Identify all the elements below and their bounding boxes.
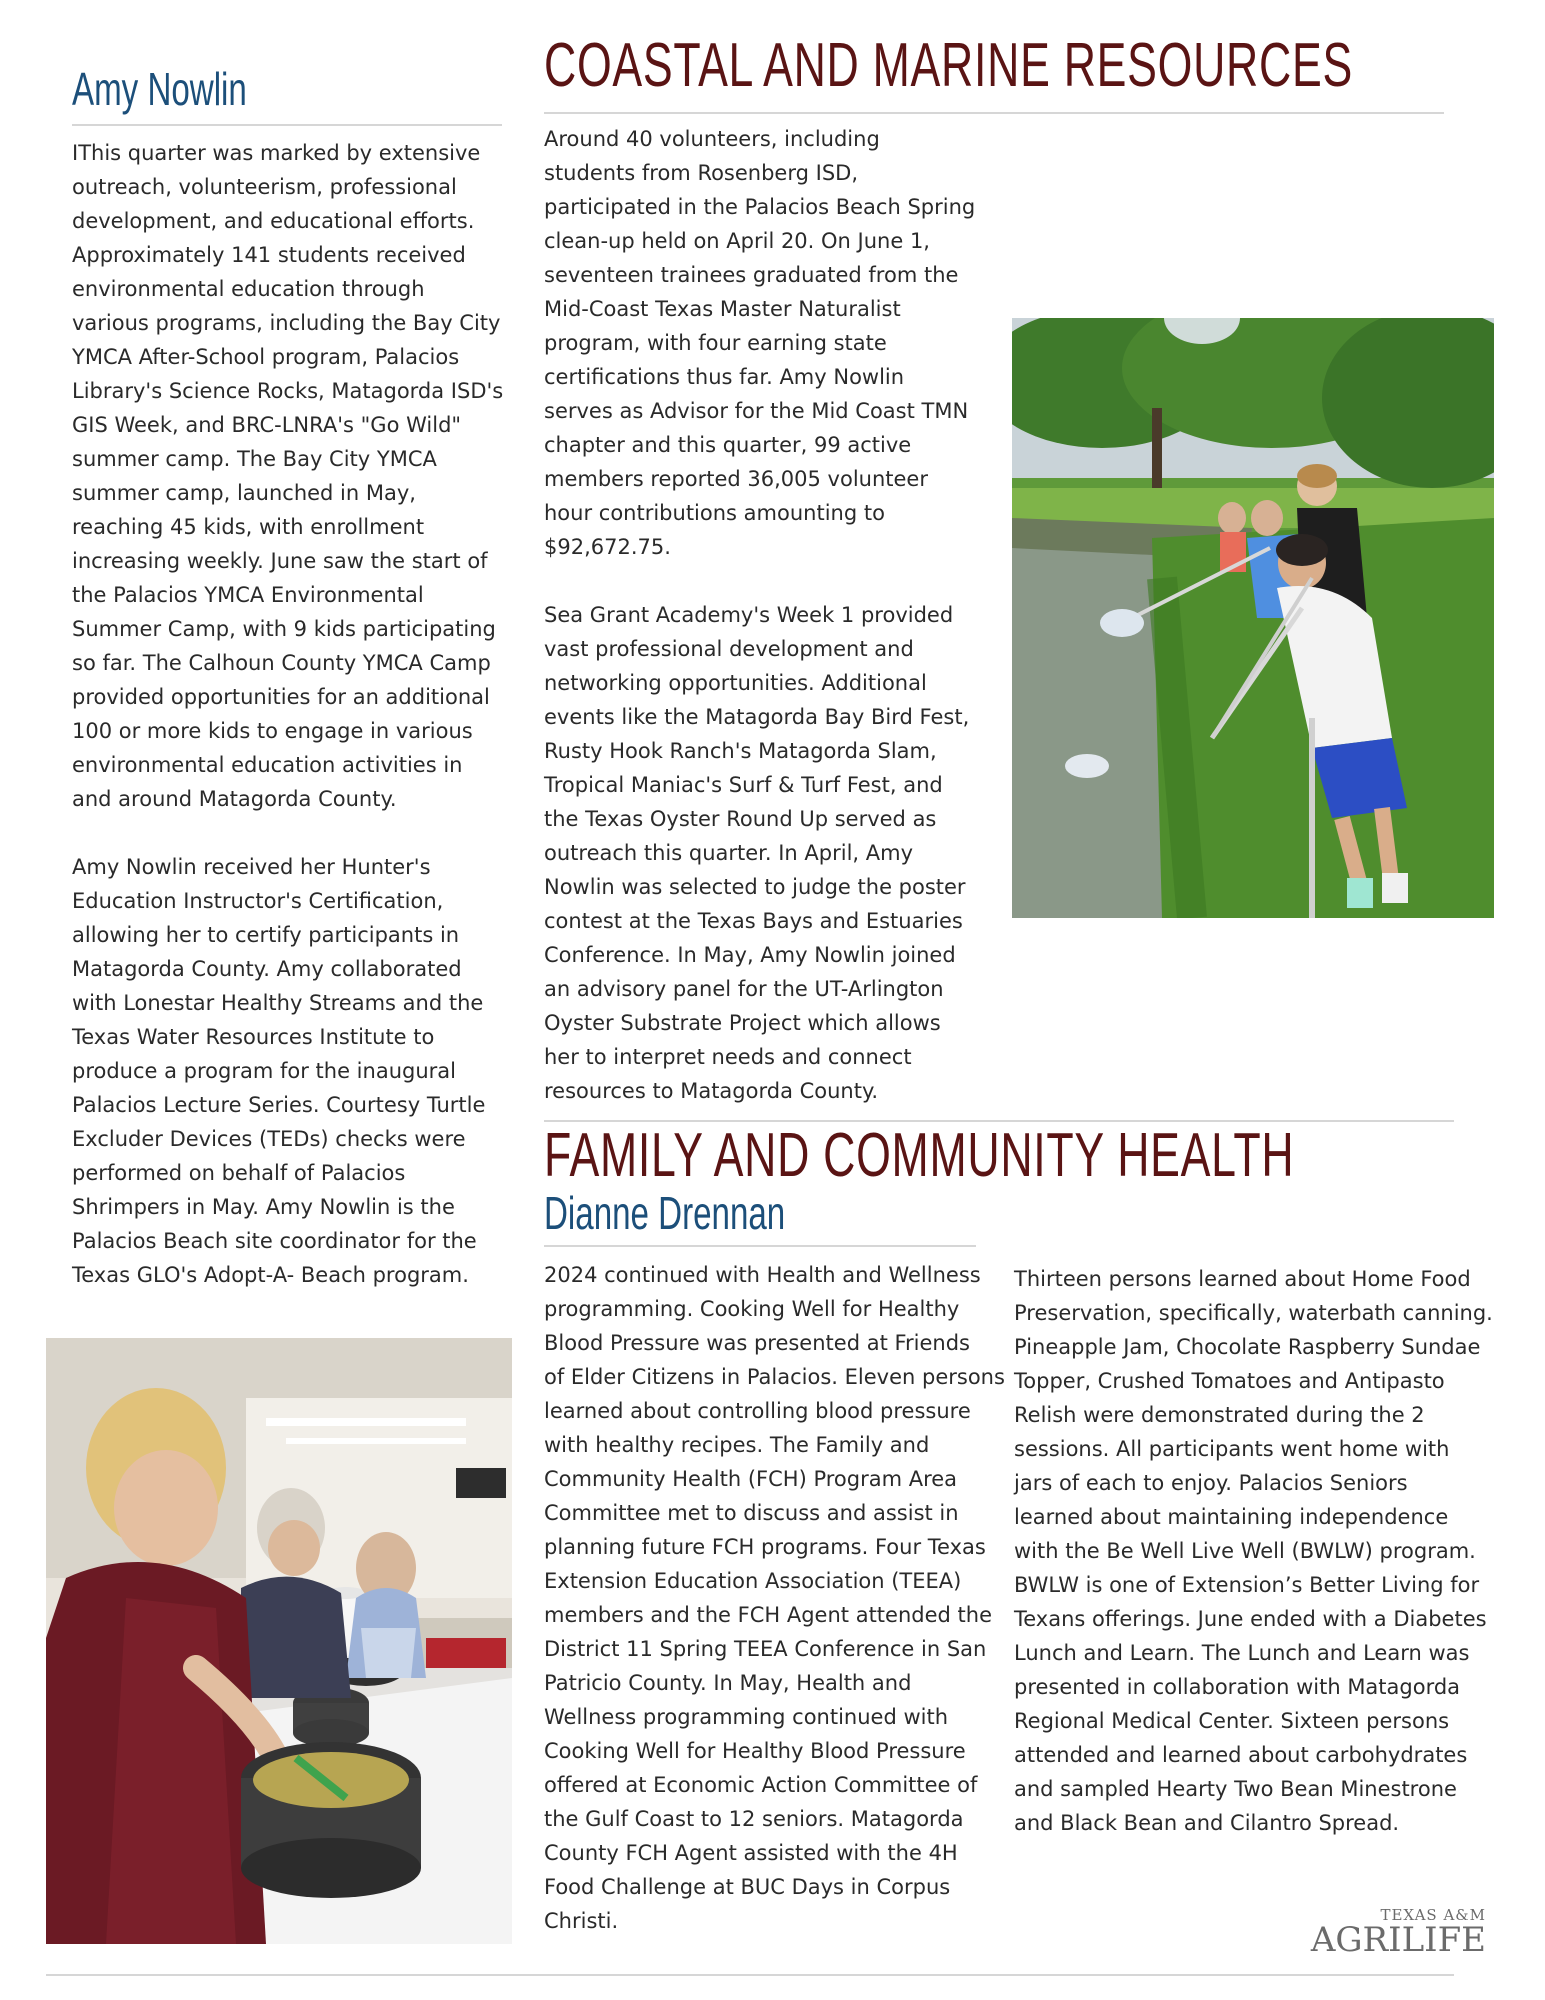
text-line: learned about maintaining independence — [1014, 1505, 1449, 1529]
text-line: participated in the Palacios Beach Spring — [544, 195, 976, 219]
text-line: Matagorda County. Amy collaborated — [72, 957, 462, 981]
text-line: increasing weekly. June saw the start of — [72, 549, 488, 573]
text-line: provided opportunities for an additional — [72, 685, 490, 709]
text-line: contest at the Texas Bays and Estuaries — [544, 909, 963, 933]
text-line: reaching 45 kids, with enrollment — [72, 515, 425, 539]
text-line: Blood Pressure was presented at Friends — [544, 1331, 970, 1355]
text-line: the Gulf Coast to 12 seniors. Matagorda — [544, 1807, 964, 1831]
text-line: Relish were demonstrated during the 2 — [1014, 1403, 1425, 1427]
coastal-paragraph-1 — [544, 122, 975, 564]
text-line: of Elder Citizens in Palacios. Eleven persons — [544, 1365, 1005, 1389]
text-line: YMCA After-School program, Palacios — [72, 345, 460, 369]
text-line: clean-up held on April 20. On June 1, — [544, 229, 930, 253]
text-line: Nowlin was selected to judge the poster — [544, 875, 966, 899]
text-line: chapter and this quarter, 99 active — [544, 433, 912, 457]
text-line: sessions. All participants went home with — [1014, 1437, 1450, 1461]
text-line: offered at Economic Action Committee of — [544, 1773, 978, 1797]
text-line: members and the FCH Agent attended the — [544, 1603, 992, 1627]
text-line: Thirteen persons learned about Home Food — [1014, 1267, 1471, 1291]
text-line: summer camp, launched in May, — [72, 481, 416, 505]
text-line: the Texas Oyster Round Up served as — [544, 807, 937, 831]
left-paragraph-1 — [72, 136, 503, 816]
text-line: GIS Week, and BRC-LNRA's "Go Wild" — [72, 413, 462, 437]
text-line: resources to Matagorda County. — [544, 1079, 879, 1103]
coastal-section-title: COASTAL AND MARINE RESOURCES — [544, 31, 1353, 100]
text-line: Summer Camp, with 9 kids participating — [72, 617, 496, 641]
text-line: jars of each to enjoy. Palacios Seniors — [1014, 1471, 1408, 1495]
text-line: program, with four earning state — [544, 331, 887, 355]
text-line: and around Matagorda County. — [72, 787, 397, 811]
text-line: Amy Nowlin received her Hunter's — [72, 855, 431, 879]
text-line: various programs, including the Bay City — [72, 311, 501, 335]
text-line: attended and learned about carbohydrates — [1014, 1743, 1468, 1767]
text-line: BWLW is one of Extension’s Better Living for — [1014, 1573, 1480, 1597]
text-line: Library's Science Rocks, Matagorda ISD's — [72, 379, 504, 403]
text-line: Cooking Well for Healthy Blood Pressure — [544, 1739, 966, 1763]
text-line: vast professional development and — [544, 637, 914, 661]
coastal-paragraph-2 — [544, 598, 969, 1108]
text-line: Committee met to discuss and assist in — [544, 1501, 959, 1525]
fch-author-name: Dianne Drennan — [544, 1187, 786, 1239]
left-author-name: Amy Nowlin — [72, 63, 247, 115]
text-line: environmental education activities in — [72, 753, 463, 777]
text-line: planning future FCH programs. Four Texas — [544, 1535, 986, 1559]
text-line: serves as Advisor for the Mid Coast TMN — [544, 399, 969, 423]
text-line: seventeen trainees graduated from the — [544, 263, 959, 287]
text-line: Education Instructor's Certification, — [72, 889, 444, 913]
text-line: outreach this quarter. In April, Amy — [544, 841, 914, 865]
text-line: Around 40 volunteers, including — [544, 127, 880, 151]
text-line: allowing her to certify participants in — [72, 923, 460, 947]
text-line: summer camp. The Bay City YMCA — [72, 447, 437, 471]
text-line: students from Rosenberg ISD, — [544, 161, 858, 185]
text-line: members reported 36,005 volunteer — [544, 467, 928, 491]
text-line: the Palacios YMCA Environmental — [72, 583, 424, 607]
text-line: with Lonestar Healthy Streams and the — [72, 991, 484, 1015]
text-line: Tropical Maniac's Surf & Turf Fest, and — [544, 773, 943, 797]
text-line: 100 or more kids to engage in various — [72, 719, 473, 743]
text-line: certifications thus far. Amy Nowlin — [544, 365, 905, 389]
text-line: County FCH Agent assisted with the 4H — [544, 1841, 958, 1865]
kids-dip-netting-photo — [1012, 318, 1494, 918]
text-line: Rusty Hook Ranch's Matagorda Slam, — [544, 739, 937, 763]
text-line: Mid-Coast Texas Master Naturalist — [544, 297, 901, 321]
fch-name-rule — [544, 1245, 976, 1247]
text-line: and Black Bean and Cilantro Spread. — [1014, 1811, 1400, 1835]
left-paragraph-2 — [72, 850, 485, 1292]
text-line: environmental education through — [72, 277, 425, 301]
text-line: Regional Medical Center. Sixteen persons — [1014, 1709, 1450, 1733]
text-line: Palacios Beach site coordinator for the — [72, 1229, 477, 1253]
text-line: programming. Cooking Well for Healthy — [544, 1297, 960, 1321]
text-line: Excluder Devices (TEDs) checks were — [72, 1127, 466, 1151]
left-name-rule — [72, 124, 502, 126]
text-line: an advisory panel for the UT-Arlington — [544, 977, 944, 1001]
text-line: Lunch and Learn. The Lunch and Learn was — [1014, 1641, 1470, 1665]
text-line: Preservation, specifically, waterbath canning. — [1014, 1301, 1493, 1325]
text-line: Community Health (FCH) Program Area — [544, 1467, 958, 1491]
cooking-demo-photo — [46, 1338, 512, 1944]
text-line: Approximately 141 students received — [72, 243, 466, 267]
text-line: networking opportunities. Additional — [544, 671, 927, 695]
text-line: with healthy recipes. The Family and — [544, 1433, 930, 1457]
text-line: District 11 Spring TEEA Conference in San — [544, 1637, 987, 1661]
text-line: and sampled Hearty Two Bean Minestrone — [1014, 1777, 1457, 1801]
text-line: her to interpret needs and connect — [544, 1045, 912, 1069]
text-line: development, and educational efforts. — [72, 209, 475, 233]
fch-column-1 — [544, 1258, 1005, 1938]
logo-line-1: TEXAS A&M — [1380, 1906, 1486, 1924]
text-line: produce a program for the inaugural — [72, 1059, 456, 1083]
text-line: $92,672.75. — [544, 535, 671, 559]
text-line: performed on behalf of Palacios — [72, 1161, 406, 1185]
text-line: Texas Water Resources Institute to — [72, 1025, 435, 1049]
text-line: Conference. In May, Amy Nowlin joined — [544, 943, 956, 967]
text-line: IThis quarter was marked by extensive — [72, 141, 481, 165]
footer-rule — [46, 1974, 1454, 1976]
text-line: Texans offerings. June ended with a Diabetes — [1014, 1607, 1487, 1631]
fch-section-title: FAMILY AND COMMUNITY HEALTH — [544, 1121, 1295, 1190]
text-line: presented in collaboration with Matagorda — [1014, 1675, 1461, 1699]
text-line: Patricio County. In May, Health and — [544, 1671, 912, 1695]
text-line: Pineapple Jam, Chocolate Raspberry Sundae — [1014, 1335, 1481, 1359]
text-line: Shrimpers in May. Amy Nowlin is the — [72, 1195, 455, 1219]
fch-column-2 — [1014, 1262, 1493, 1840]
text-line: Christi. — [544, 1909, 619, 1933]
text-line: with the Be Well Live Well (BWLW) program. — [1014, 1539, 1476, 1563]
text-line: Palacios Lecture Series. Courtesy Turtle — [72, 1093, 486, 1117]
text-line: events like the Matagorda Bay Bird Fest, — [544, 705, 970, 729]
text-line: Oyster Substrate Project which allows — [544, 1011, 941, 1035]
text-line: Texas GLO's Adopt-A- Beach program. — [72, 1263, 469, 1287]
text-line: so far. The Calhoun County YMCA Camp — [72, 651, 491, 675]
text-line: hour contributions amounting to — [544, 501, 885, 525]
text-line: 2024 continued with Health and Wellness — [544, 1263, 981, 1287]
text-line: Wellness programming continued with — [544, 1705, 949, 1729]
text-line: Topper, Crushed Tomatoes and Antipasto — [1014, 1369, 1445, 1393]
logo-line-2: AGRILIFE — [1310, 1920, 1486, 1960]
text-line: outreach, volunteerism, professional — [72, 175, 457, 199]
coastal-title-rule — [544, 112, 1444, 114]
text-line: Sea Grant Academy's Week 1 provided — [544, 603, 954, 627]
text-line: learned about controlling blood pressure — [544, 1399, 971, 1423]
text-line: Extension Education Association (TEEA) — [544, 1569, 962, 1593]
text-line: Food Challenge at BUC Days in Corpus — [544, 1875, 951, 1899]
texas-am-agrilife-logo — [1310, 1906, 1490, 1968]
